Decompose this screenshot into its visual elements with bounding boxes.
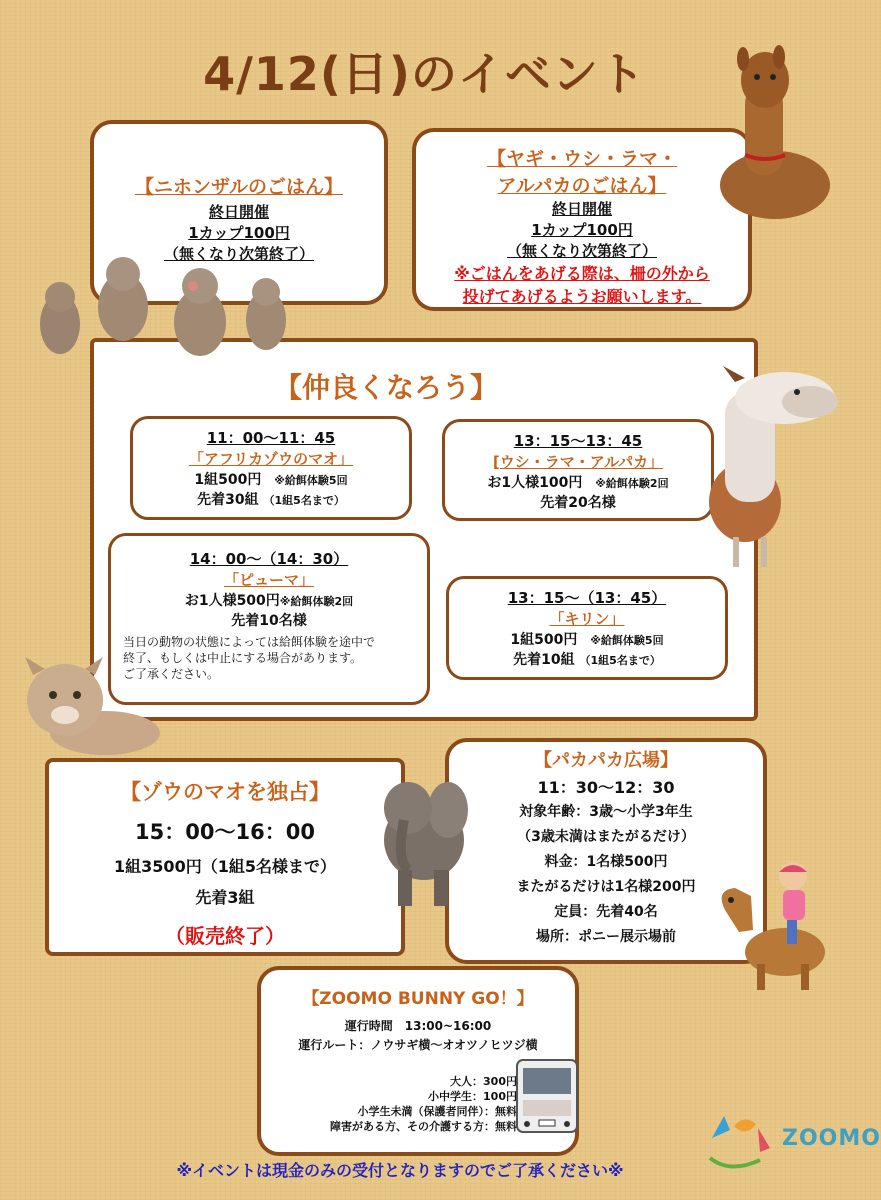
puma-illustration: [15, 655, 155, 755]
elephant-price-note: ※給餌体験5回: [274, 474, 348, 487]
giraffe-price: 1組500円: [510, 632, 578, 648]
giraffe-feeding-box: [446, 576, 728, 680]
pony-detail-line: （3歳未満はまたがるだけ）: [517, 829, 695, 845]
footer-note: ※イベントは現金のみの受付となりますのでご了承ください※: [176, 1161, 624, 1180]
pony-detail-line: またがるだけは1名様200円: [516, 879, 696, 895]
mao-exclusive-box: [45, 758, 405, 956]
elephant-limit-row: [133, 489, 409, 509]
bunny-fares: [277, 1074, 517, 1134]
elephant-feeding-box: [130, 416, 412, 520]
alpaca-illustration: [715, 45, 835, 220]
giraffe-limit-note: （1組5名まで）: [579, 654, 661, 667]
puma-caution: [111, 634, 427, 682]
monkey-schedule: 終日開催: [208, 203, 269, 221]
puma-price: お1人様500円: [184, 593, 280, 609]
bunny-fare-line: 障害がある方、その介護する方：無料: [330, 1120, 517, 1133]
bunny-fare-line: 大人：300円: [450, 1075, 517, 1088]
goat-heading-2: アルパカのごはん】: [497, 175, 667, 197]
cow-name: [ウシ・ラマ・アルパカ」: [492, 453, 664, 471]
bus-illustration: [513, 1056, 581, 1136]
cow-feeding-box: [442, 419, 714, 521]
giraffe-time: 13：15〜（13：45）: [507, 589, 667, 607]
bunny-route: 運行ルート：ノウサギ横〜オオツノヒツジ横: [298, 1038, 538, 1052]
puma-name: 「ピューマ」: [223, 571, 314, 589]
mao-status: （販売終了）: [165, 924, 285, 948]
elephant-price-row: [133, 469, 409, 489]
elephant-illustration: [378, 770, 470, 910]
pony-detail-line: 場所：ポニー展示場前: [536, 929, 676, 945]
puma-limit: 先着10名様: [231, 613, 307, 629]
puma-price-note: ※給餌体験2回: [279, 595, 354, 608]
elephant-price: 1組500円: [194, 472, 262, 488]
pony-detail-line: 定員：先着40名: [554, 904, 658, 920]
bunny-heading: 【ZOOMO BUNNY GO！】: [302, 989, 534, 1009]
page-title: 4/12(日)のイベント: [203, 47, 646, 101]
goat-schedule: 終日開催: [551, 200, 612, 218]
cow-limit: 先着20名様: [540, 495, 616, 511]
cow-time: 13：15〜13：45: [513, 432, 643, 450]
goat-note: （無くなり次第終了）: [506, 242, 657, 260]
goat-feeding-box: [412, 128, 752, 311]
elephant-limit: 先着30組: [197, 492, 259, 508]
puma-caution-2: 終了、もしくは中止にする場合があります。: [123, 651, 363, 665]
bunny-bus-box: [257, 966, 579, 1156]
friends-heading: 【仲良くなろう】: [274, 371, 499, 404]
giraffe-price-row: [449, 629, 725, 649]
puma-feeding-box: [108, 533, 430, 705]
pony-heading: 【パカパカ広場】: [534, 750, 678, 771]
cow-price: お1人様100円: [487, 475, 583, 491]
elephant-limit-note: （1組5名まで）: [263, 494, 345, 507]
llama-illustration: [705, 362, 845, 572]
giraffe-limit-row: [449, 649, 725, 669]
bunny-fare-line: 小学生未満（保護者同伴）：無料: [357, 1105, 517, 1118]
cow-price-row: [445, 472, 711, 492]
giraffe-limit: 先着10組: [513, 652, 575, 668]
elephant-name: 「アフリカゾウのマオ」: [188, 450, 354, 468]
bunny-fare-line: 小中学生：100円: [428, 1090, 517, 1103]
goat-heading-1: 【ヤギ・ウシ・ラマ・: [486, 148, 677, 170]
mao-heading: 【ゾウのマオを独占】: [120, 780, 330, 804]
giraffe-price-note: ※給餌体験5回: [590, 634, 664, 647]
bunny-hours: 運行時間 13:00~16:00: [344, 1019, 492, 1033]
monkeys-illustration: [38, 252, 288, 360]
goat-warning-2: 投げてあげるようお願いします。: [462, 287, 702, 306]
puma-caution-3: ご了承ください。: [123, 667, 220, 681]
cow-price-note: ※給餌体験2回: [595, 477, 669, 490]
monkey-note: （無くなり次第終了）: [163, 245, 314, 263]
pony-detail-line: 料金：1名様500円: [544, 854, 668, 870]
mao-price: 1組3500円（1組5名様まで）: [114, 857, 336, 876]
goat-warning-1: ※ごはんをあげる際は、柵の外から: [454, 264, 710, 283]
puma-time: 14：00〜（14：30）: [189, 550, 349, 568]
elephant-time: 11：00〜11：45: [206, 429, 336, 447]
giraffe-name: 「キリン」: [549, 610, 625, 628]
pony-rider-illustration: [705, 860, 840, 995]
pony-detail-line: 対象年齢：3歳〜小学3年生: [519, 804, 693, 820]
mao-limit: 先着3組: [195, 888, 255, 907]
puma-caution-1: 当日の動物の状態によっては給餌体験を途中で: [123, 635, 376, 649]
puma-price-row: [111, 590, 427, 610]
monkey-price: 1カップ100円: [188, 224, 290, 242]
pony-time: 11：30〜12：30: [537, 778, 675, 797]
monkey-heading: 【ニホンザルのごはん】: [134, 176, 344, 198]
goat-price: 1カップ100円: [531, 221, 633, 239]
mao-time: 15：00〜16：00: [135, 820, 315, 844]
zoomo-logo-text: ZOOMO: [782, 1126, 881, 1151]
